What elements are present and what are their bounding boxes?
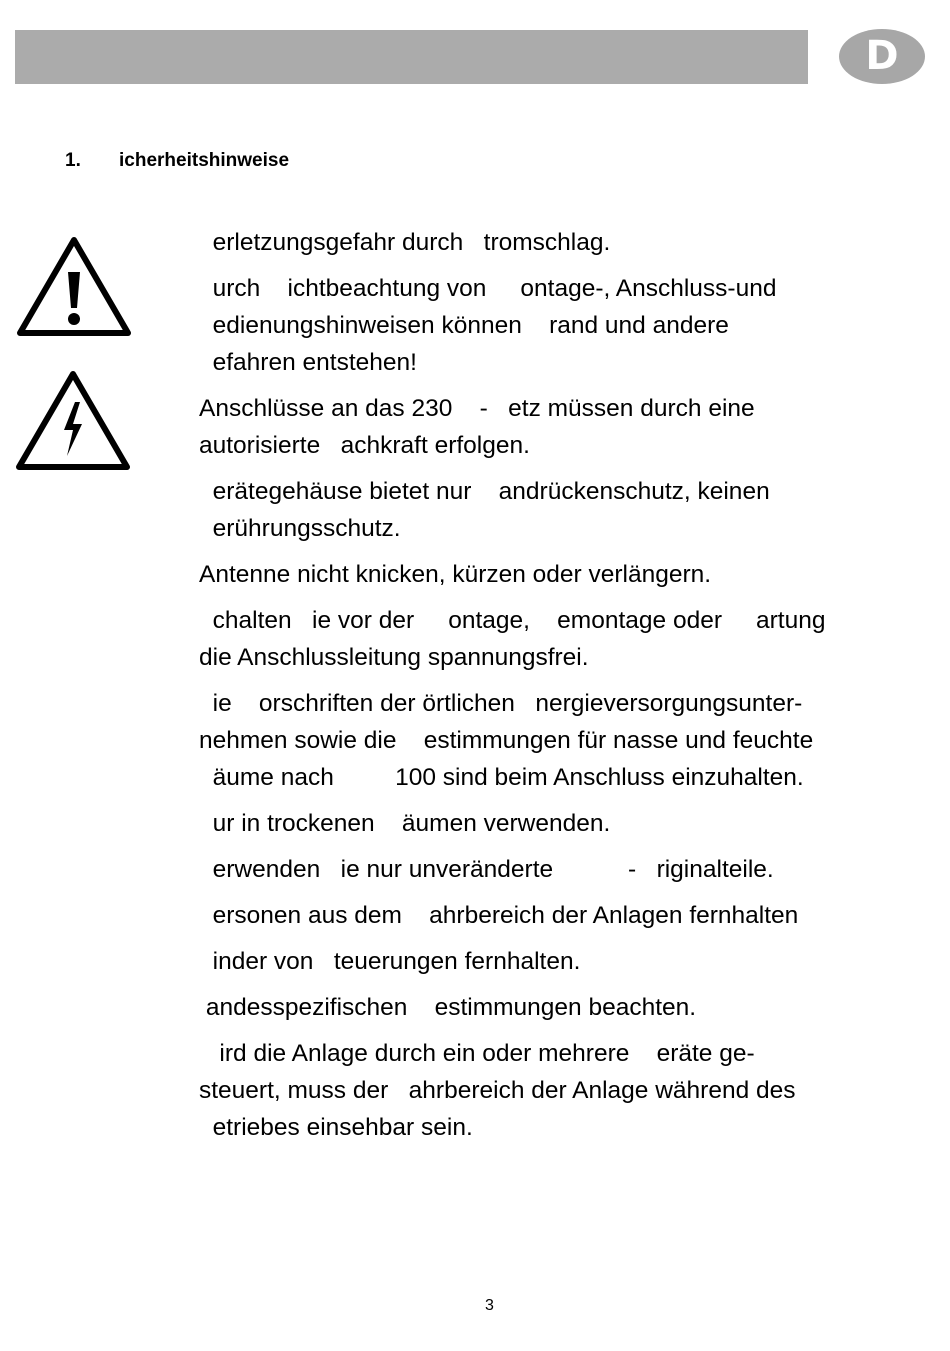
paragraph: Anschlüsse an das 230 - etz müssen durch eine autorisierte achkraft erfolgen.: [199, 395, 755, 459]
paragraph: chalten ie vor der ontage, emontage oder artung die Anschlussleitung spannungsfrei.: [199, 607, 826, 671]
paragraph: ersonen aus dem ahrbereich der Anlagen fernhalten: [199, 902, 799, 929]
safety-instructions: [199, 224, 914, 1155]
paragraph: andesspezifischen estimmungen beachten.: [199, 994, 697, 1021]
header-bar: [15, 30, 808, 84]
language-badge: D: [839, 29, 925, 84]
paragraph: inder von teuerungen fernhalten.: [199, 948, 581, 975]
section-title: icherheitshinweise: [119, 150, 290, 171]
paragraph: Antenne nicht knicken, kürzen oder verlängern.: [199, 561, 712, 588]
paragraph: ie orschriften der örtlichen nergieversorgungsunter- nehmen sowie die estimmungen für nasse und feuchte äume nach 100 sind beim Anschluss einzuhalten.: [199, 690, 814, 791]
high-voltage-warning-icon: [14, 368, 132, 472]
exclamation-warning-icon: [15, 234, 133, 338]
paragraph: ird die Anlage durch ein oder mehrere eräte ge- steuert, muss der ahrbereich der Anlage während des etriebes einsehbar sein.: [199, 1040, 796, 1141]
paragraph: erätegehäuse bietet nur andrückenschutz, keinen erührungsschutz.: [212, 478, 770, 542]
page-number: 3: [485, 1297, 494, 1314]
section-heading: [65, 150, 289, 172]
section-number: 1.: [65, 150, 81, 171]
paragraph: erletzungsgefahr durch tromschlag.: [199, 229, 611, 256]
paragraph: ur in trockenen äumen verwenden.: [199, 810, 611, 837]
paragraph: urch ichtbeachtung von ontage-, Anschluss-und edienungshinweisen können rand und andere efahren entstehen!: [212, 275, 777, 376]
paragraph: erwenden ie nur unveränderte - riginalteile.: [199, 856, 774, 883]
